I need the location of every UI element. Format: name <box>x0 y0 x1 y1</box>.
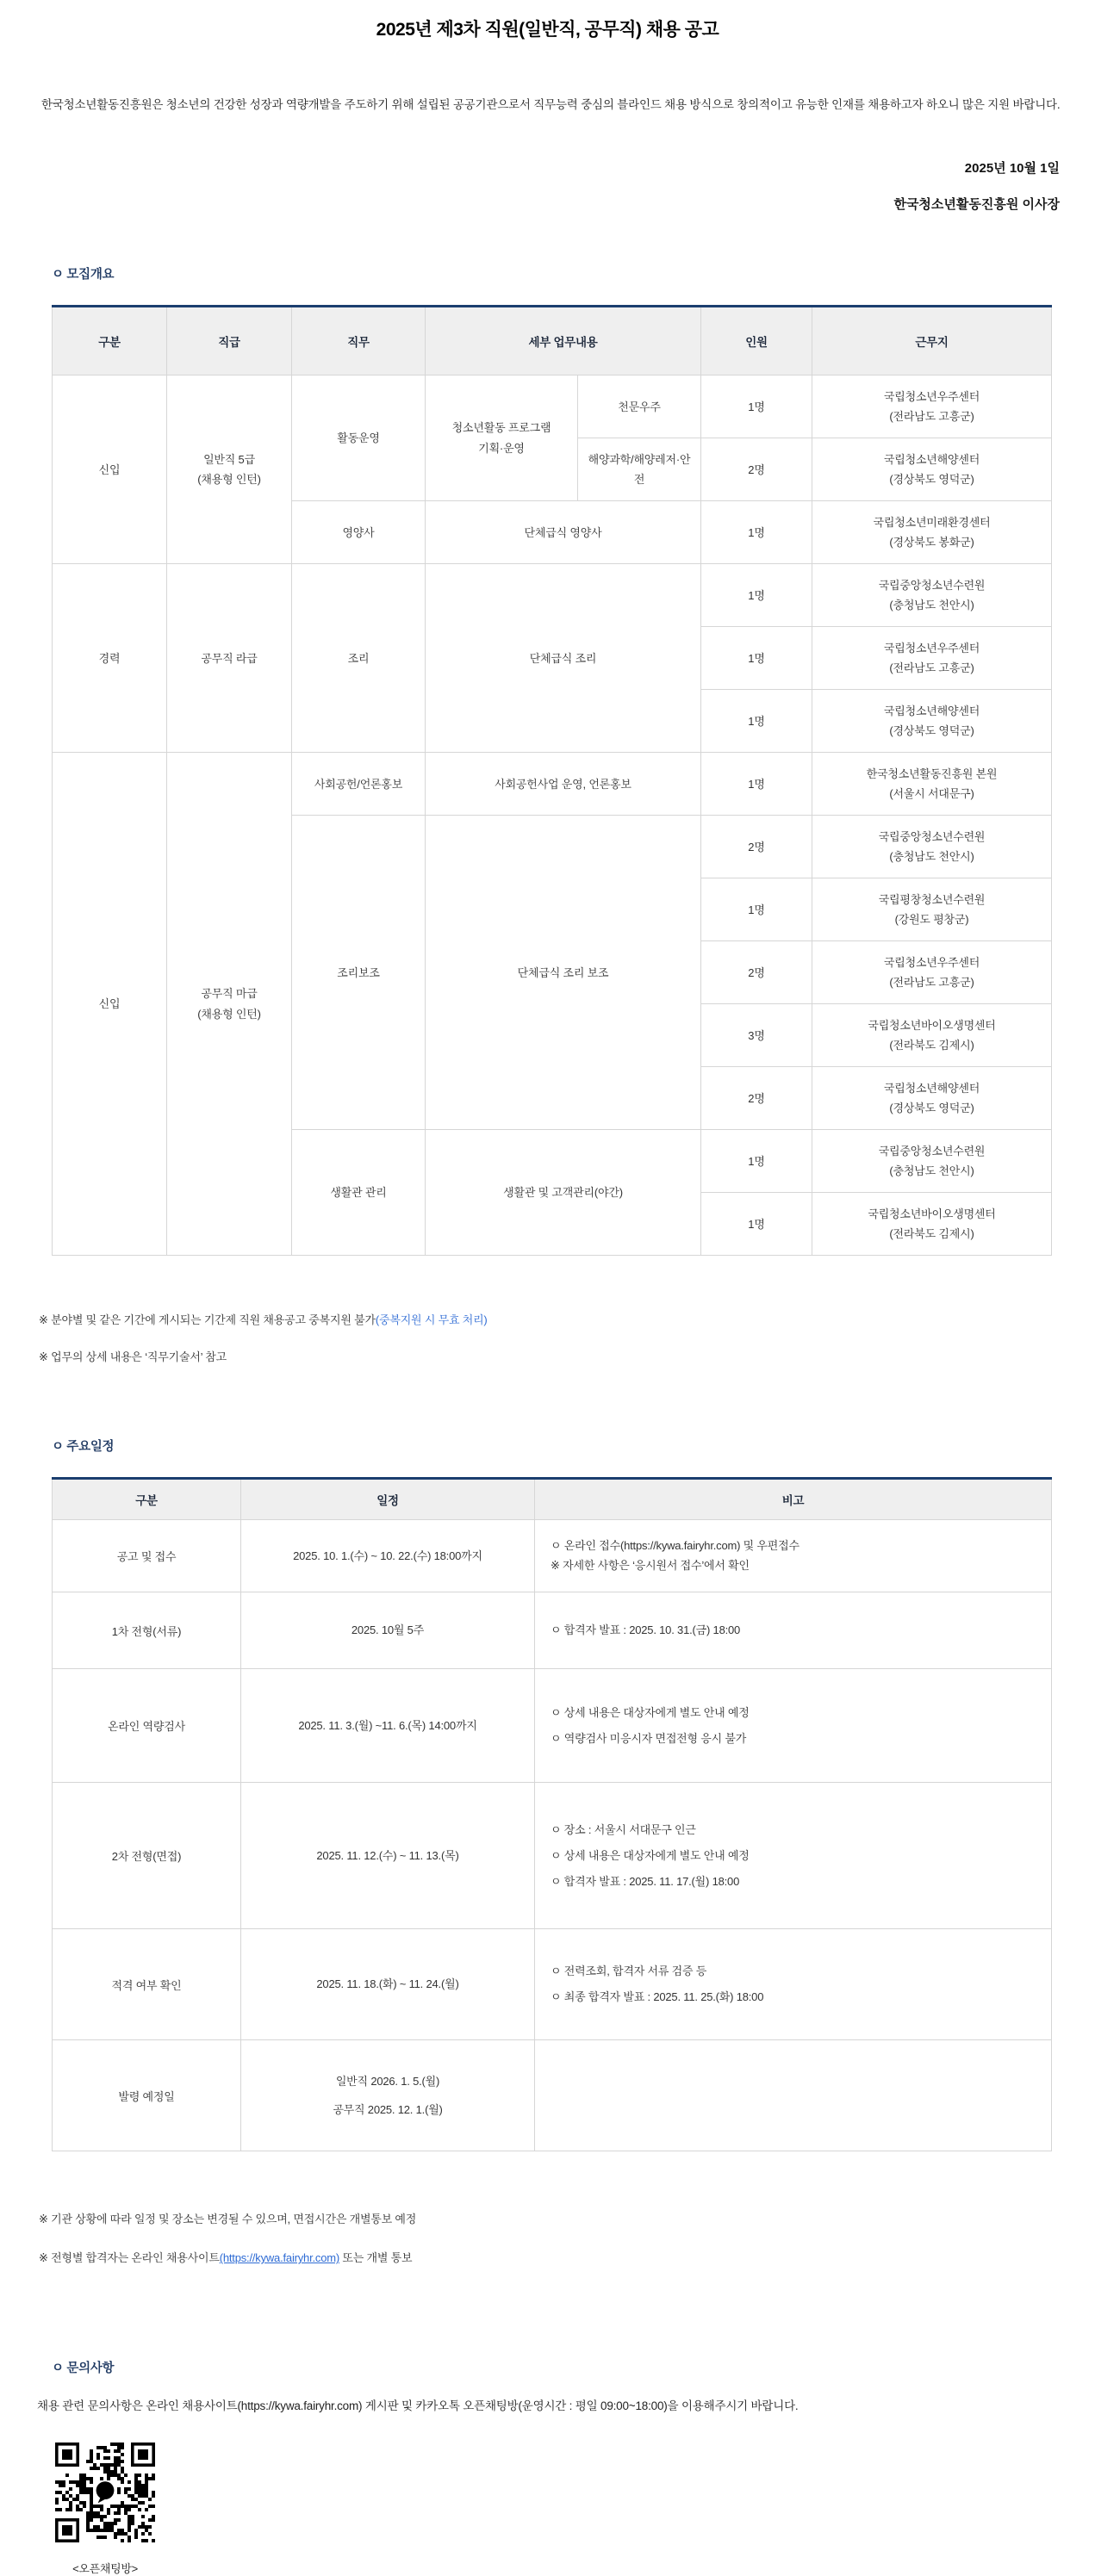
cell-line: ㅇ 상세 내용은 대상자에게 별도 안내 예정 <box>551 1705 750 1719</box>
cell-line: (전라북도 김제시) <box>889 1039 974 1052</box>
announcer: 한국청소년활동진흥원 이사장 <box>893 197 1060 213</box>
schedule-date-cell <box>241 1783 535 1929</box>
cell-line: ※ 자세한 사항은 ‘응시원서 접수’에서 확인 <box>551 1559 750 1573</box>
recruit-table-cell <box>292 564 426 753</box>
cell-line: 국립청소년바이오생명센터 <box>868 1018 996 1032</box>
cell-line: 1명 <box>748 588 765 602</box>
recruit-table-cell <box>292 816 426 1130</box>
cell-line: 국립청소년해양센터 <box>883 704 980 717</box>
schedule-remark-cell <box>535 1592 1052 1669</box>
note-job-desc: ※ 업무의 상세 내용은 ‘직무기술서’ 참고 <box>39 1350 227 1364</box>
qr-area <box>55 2443 155 2576</box>
schedule-remark-cell <box>535 1669 1052 1783</box>
recruit-table-cell <box>426 376 578 501</box>
recruit-table-row <box>53 376 1052 438</box>
col-header-workplace: 근무지 <box>812 307 1052 376</box>
recruit-table-cell <box>812 501 1052 564</box>
cell-line: 국립중앙청소년수련원 <box>878 1144 986 1158</box>
recruit-table-row <box>53 564 1052 627</box>
cell-line: 국립청소년우주센터 <box>883 389 980 403</box>
cell-line: 국립청소년우주센터 <box>883 641 980 655</box>
note-result-notice: ※ 전형별 합격자는 온라인 채용사이트(https://kywa.fairyhr.com) 또는 개별 통보 <box>39 2251 413 2265</box>
recruit-notes <box>39 1311 1095 1364</box>
cell-line: 국립청소년해양센터 <box>883 452 980 466</box>
announce-date: 2025년 10월 1일 <box>964 161 1060 177</box>
recruit-table-cell <box>53 564 167 753</box>
schedule-table <box>52 1477 1052 2151</box>
recruit-table-cell <box>701 1130 812 1193</box>
cell-line: 공무직 2025. 12. 1.(월) <box>333 2102 443 2116</box>
recruit-table-cell <box>701 941 812 1004</box>
recruit-table-cell <box>292 501 426 564</box>
cell-line: 단체급식 영양사 <box>524 525 602 539</box>
cell-line: 1명 <box>748 1154 765 1168</box>
col-header-grade: 직급 <box>167 307 292 376</box>
schedule-remark-cell <box>535 1520 1052 1592</box>
col-header-duty: 직무 <box>292 307 426 376</box>
cell-line: ㅇ 장소 : 서울시 서대문구 인근 <box>551 1822 696 1836</box>
cell-line: (경상북도 영덕군) <box>889 473 974 487</box>
cell-line: 국립청소년바이오생명센터 <box>868 1207 996 1220</box>
schedule-date-cell <box>241 1520 535 1592</box>
recruit-table-cell <box>426 564 701 753</box>
schedule-table-row <box>53 1592 1052 1669</box>
recruit-table-cell <box>578 438 701 501</box>
cell-line: 국립평창청소년수련원 <box>878 892 986 906</box>
recruit-table-cell <box>426 816 701 1130</box>
kakao-openchat-qr-icon <box>55 2443 155 2542</box>
recruit-table-cell <box>812 564 1052 627</box>
schedule-step-cell: 2차 전형(면접) <box>53 1783 241 1929</box>
col-header-dates: 일정 <box>241 1479 535 1520</box>
recruit-table-cell <box>701 438 812 501</box>
cell-line: 국립청소년해양센터 <box>883 1081 980 1095</box>
recruit-table-cell <box>701 753 812 816</box>
recruit-table-cell <box>701 1067 812 1130</box>
cell-line: (채용형 인턴) <box>197 473 261 487</box>
cell-line: 1명 <box>748 714 765 728</box>
cell-line: 천문우주 <box>618 400 661 413</box>
recruit-table-cell <box>812 376 1052 438</box>
cell-line: 1명 <box>748 777 765 791</box>
recruit-table-cell <box>812 941 1052 1004</box>
cell-line: 2명 <box>748 965 765 979</box>
cell-line: 2명 <box>748 840 765 853</box>
cell-line: (전라남도 고흥군) <box>889 661 974 675</box>
cell-line: 1명 <box>748 903 765 916</box>
recruit-table <box>52 305 1052 1256</box>
recruit-table-cell <box>167 753 292 1256</box>
schedule-notes <box>39 2210 1095 2265</box>
cell-line: ㅇ 온라인 접수(https://kywa.fairyhr.com) 및 우편접수 <box>551 1539 799 1553</box>
cell-line: 2명 <box>748 1091 765 1105</box>
cell-line: 2025. 10. 1.(수) ~ 10. 22.(수) 18:00까지 <box>293 1549 482 1562</box>
cell-line: 국립청소년우주센터 <box>883 955 980 969</box>
recruit-table-cell <box>578 376 701 438</box>
schedule-table-row <box>53 1520 1052 1592</box>
schedule-step-cell: 발령 예정일 <box>53 2040 241 2151</box>
signature-block <box>0 158 1060 213</box>
cell-line: 단체급식 조리 보조 <box>517 965 609 979</box>
cell-line: (충청남도 천안시) <box>889 1164 974 1178</box>
schedule-table-header <box>53 1479 1052 1520</box>
cell-line: 사회공헌사업 운영, 언론홍보 <box>495 777 631 791</box>
cell-line: 단체급식 조리 <box>529 651 597 665</box>
cell-line: ㅇ 최종 합격자 발표 : 2025. 11. 25.(화) 18:00 <box>551 1990 764 2004</box>
cell-line: 한국청소년활동진흥원 본원 <box>866 767 998 780</box>
recruit-table-cell <box>812 753 1052 816</box>
recruit-table-cell <box>701 1193 812 1256</box>
recruit-table-cell <box>701 690 812 753</box>
cell-line: ㅇ 합격자 발표 : 2025. 11. 17.(월) 18:00 <box>551 1874 740 1888</box>
cell-line: 2명 <box>748 462 765 476</box>
schedule-table-row <box>53 1669 1052 1783</box>
col-header-category: 구분 <box>53 307 167 376</box>
recruit-table-cell <box>53 376 167 564</box>
cell-line: 신입 <box>98 997 121 1011</box>
recruit-table-cell <box>812 1193 1052 1256</box>
recruit-table-cell <box>292 1130 426 1256</box>
cell-line: 국립청소년미래환경센터 <box>873 515 991 529</box>
cell-line: 국립중앙청소년수련원 <box>878 578 986 592</box>
recruit-table-cell <box>426 753 701 816</box>
recruit-table-cell <box>701 816 812 878</box>
cell-line: 사회공헌/언론홍보 <box>314 777 403 791</box>
cell-line: (전라남도 고흥군) <box>889 976 974 990</box>
doc-title: 2025년 제3차 직원(일반직, 공무직) 채용 공고 <box>376 20 719 40</box>
cell-line: 영양사 <box>342 525 375 539</box>
recruit-table-cell <box>701 501 812 564</box>
schedule-step-cell: 공고 및 접수 <box>53 1520 241 1592</box>
cell-line: 2025. 11. 12.(수) ~ 11. 13.(목) <box>316 1848 459 1862</box>
cell-line: 3명 <box>748 1028 765 1042</box>
recruit-table-cell <box>812 816 1052 878</box>
cell-line: 1명 <box>748 400 765 413</box>
schedule-date-cell <box>241 1669 535 1783</box>
col-header-headcount: 인원 <box>701 307 812 376</box>
col-header-step: 구분 <box>53 1479 241 1520</box>
section-heading-inquiry: ㅇ 문의사항 <box>52 2362 115 2376</box>
col-header-remarks: 비고 <box>535 1479 1052 1520</box>
cell-line: 생활관 및 고객관리(야간) <box>503 1186 623 1200</box>
recruit-table-cell <box>812 690 1052 753</box>
cell-line: 공무직 라급 <box>201 651 258 665</box>
schedule-step-cell: 온라인 역량검사 <box>53 1669 241 1783</box>
schedule-step-cell: 적격 여부 확인 <box>53 1929 241 2040</box>
note-duplicate-apply: ※ 분야별 및 같은 기간에 게시되는 기간제 직원 채용공고 중복지원 불가(중복지원 시 무효 처리) <box>39 1313 488 1327</box>
schedule-date-cell <box>241 1592 535 1669</box>
cell-line: (전라북도 김제시) <box>889 1227 974 1241</box>
cell-line: (서울시 서대문구) <box>889 787 974 801</box>
recruit-table-cell <box>812 438 1052 501</box>
cell-line: 1명 <box>748 525 765 539</box>
cell-line: 해양과학/해양레저·안전 <box>588 452 691 487</box>
recruit-table-cell <box>701 376 812 438</box>
cell-line: 1명 <box>748 651 765 665</box>
schedule-remark-cell <box>535 1929 1052 2040</box>
cell-line: ㅇ 전력조회, 합격자 서류 검증 등 <box>551 1965 707 1978</box>
cell-line: 2025. 11. 3.(월) ~11. 6.(목) 14:00까지 <box>298 1718 477 1732</box>
recruit-table-cell <box>701 564 812 627</box>
cell-line: (경상북도 봉화군) <box>889 536 974 549</box>
cell-line: 기획·운영 <box>478 441 525 455</box>
cell-line: 2025. 10월 5주 <box>351 1623 425 1637</box>
cell-line: 일반직 2026. 1. 5.(월) <box>335 2074 440 2088</box>
recruit-table-cell <box>701 627 812 690</box>
cell-line: 조리보조 <box>337 965 380 979</box>
schedule-table-row <box>53 1783 1052 1929</box>
schedule-date-cell <box>241 1929 535 2040</box>
recruit-table-cell <box>812 627 1052 690</box>
cell-line: (전라남도 고흥군) <box>889 410 974 424</box>
schedule-remark-cell <box>535 2040 1052 2151</box>
cell-line: (충청남도 천안시) <box>889 850 974 864</box>
recruit-table-cell <box>292 376 426 501</box>
cell-line: 조리 <box>347 651 370 665</box>
schedule-table-row <box>53 2040 1052 2151</box>
recruit-table-cell <box>292 753 426 816</box>
recruit-table-header <box>53 307 1052 376</box>
cell-line: (경상북도 영덕군) <box>889 1102 974 1115</box>
qr-caption: <오픈채팅방> <box>72 2562 138 2576</box>
cell-line: 신입 <box>98 462 121 476</box>
cell-line: 활동운영 <box>337 431 380 445</box>
recruit-table-cell <box>53 753 167 1256</box>
cell-line: 공무직 마급 <box>201 987 258 1001</box>
section-heading-schedule: ㅇ 주요일정 <box>52 1440 115 1455</box>
recruit-table-cell <box>167 376 292 564</box>
recruit-table-cell <box>426 1130 701 1256</box>
recruit-table-cell <box>812 1004 1052 1067</box>
recruit-table-cell <box>167 564 292 753</box>
cell-line: 생활관 관리 <box>330 1186 387 1200</box>
recruit-site-link[interactable]: (https://kywa.fairyhr.com) <box>219 2251 339 2265</box>
cell-line: 경력 <box>98 651 121 665</box>
cell-line: ㅇ 역량검사 미응시자 면접전형 응시 불가 <box>551 1731 747 1745</box>
schedule-step-cell: 1차 전형(서류) <box>53 1592 241 1669</box>
recruit-table-cell <box>426 501 701 564</box>
cell-line: (강원도 평창군) <box>894 913 969 927</box>
recruit-table-cell <box>701 1004 812 1067</box>
note-duplicate-highlight: (중복지원 시 무효 처리) <box>375 1313 488 1327</box>
cell-line: 2025. 11. 18.(화) ~ 11. 24.(월) <box>316 1977 459 1991</box>
inquiry-body: 채용 관련 문의사항은 온라인 채용사이트(https://kywa.fairyhr.com) 게시판 및 카카오톡 오픈채팅방(운영시간 : 평일 09:00~18:00)을 이용해주시기 바랍니다. <box>37 2399 799 2413</box>
recruit-table-cell <box>812 1130 1052 1193</box>
cell-line: (경상북도 영덕군) <box>889 724 974 738</box>
schedule-date-cell <box>241 2040 535 2151</box>
col-header-detail: 세부 업무내용 <box>426 307 701 376</box>
cell-line: ㅇ 상세 내용은 대상자에게 별도 안내 예정 <box>551 1848 750 1862</box>
cell-line: ㅇ 합격자 발표 : 2025. 10. 31.(금) 18:00 <box>551 1623 741 1637</box>
schedule-remark-cell <box>535 1783 1052 1929</box>
cell-line: 청소년활동 프로그램 <box>451 421 551 435</box>
cell-line: 국립중앙청소년수련원 <box>878 829 986 843</box>
cell-line: 1명 <box>748 1217 765 1231</box>
recruit-table-row <box>53 753 1052 816</box>
recruit-table-cell <box>701 878 812 941</box>
cell-line: (충청남도 천안시) <box>889 599 974 612</box>
intro-paragraph: 한국청소년활동진흥원은 청소년의 건강한 성장과 역량개발을 주도하기 위해 설립된 공공기관으로서 직무능력 중심의 블라인드 채용 방식으로 창의적이고 유능한 인재를 채용하고자 하오니 많은 지원 바랍니다. <box>41 98 1061 111</box>
schedule-table-row <box>53 1929 1052 2040</box>
recruit-table-cell <box>812 878 1052 941</box>
cell-line: (채용형 인턴) <box>197 1007 261 1021</box>
note-schedule-change: ※ 기관 상황에 따라 일정 및 장소는 변경될 수 있으며, 면접시간은 개별통보 예정 <box>39 2213 417 2226</box>
section-heading-recruit: ㅇ 모집개요 <box>52 268 115 282</box>
recruit-table-cell <box>812 1067 1052 1130</box>
cell-line: 일반직 5급 <box>203 452 255 466</box>
